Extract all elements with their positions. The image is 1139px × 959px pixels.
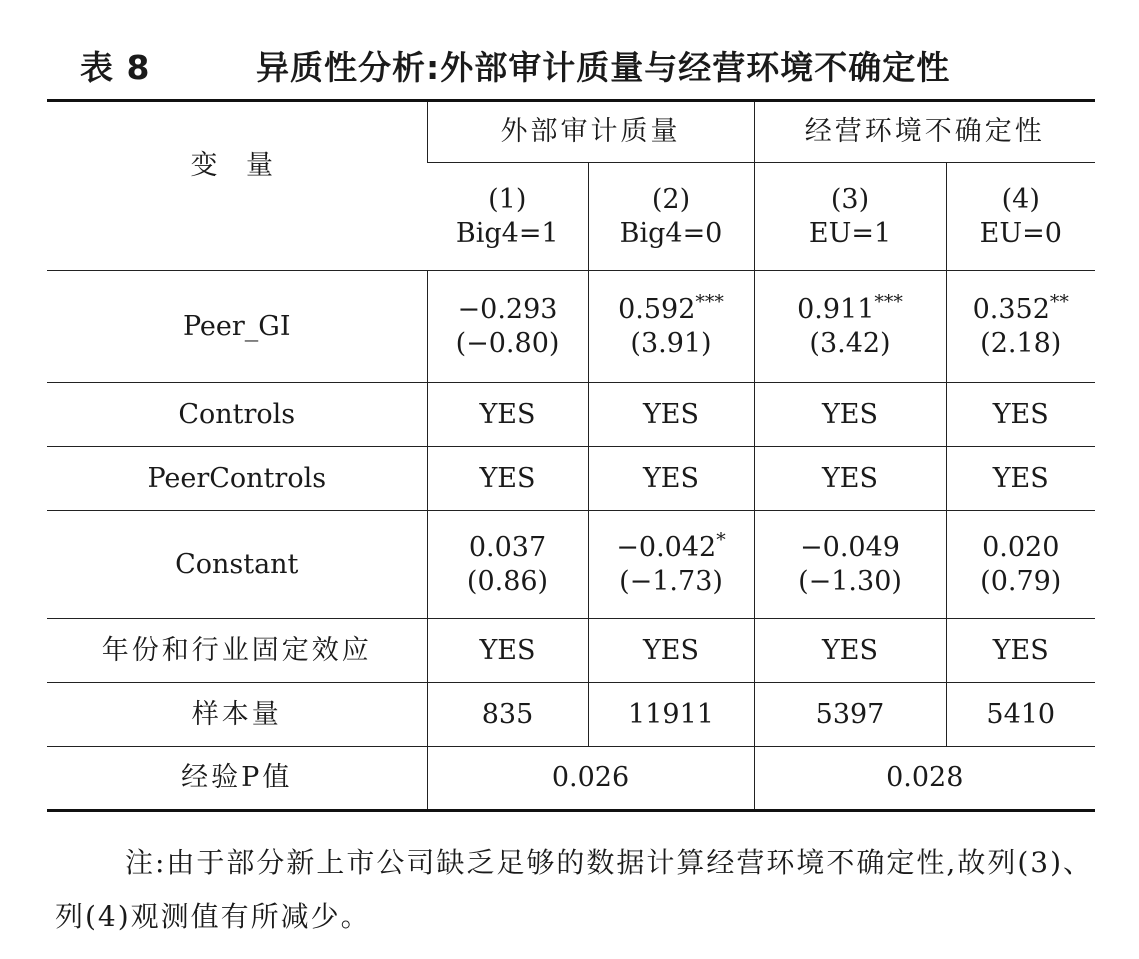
table-title: 异质性分析:外部审计质量与经营环境不确定性 bbox=[256, 47, 951, 87]
column-number: (2) bbox=[651, 183, 691, 215]
group-header-audit: 外部审计质量 bbox=[427, 101, 754, 163]
table-cell: 0.026 bbox=[427, 747, 754, 811]
table-note: 注:由于部分新上市公司缺乏足够的数据计算经营环境不确定性,故列(3)、列(4)观测值有所减少。 bbox=[55, 846, 1093, 933]
column-header bbox=[588, 163, 754, 271]
column-header bbox=[754, 163, 946, 271]
table-cell: YES bbox=[588, 447, 754, 511]
table-caption bbox=[80, 40, 950, 90]
table-cell: YES bbox=[946, 447, 1095, 511]
table-cell bbox=[427, 511, 588, 619]
table-cell: YES bbox=[427, 619, 588, 683]
column-condition: Big4=0 bbox=[619, 217, 723, 249]
table-row-peer-controls bbox=[47, 447, 1095, 511]
table-cell bbox=[427, 271, 588, 383]
column-number: (1) bbox=[488, 183, 527, 215]
column-header bbox=[427, 163, 588, 271]
table-row-constant bbox=[47, 511, 1095, 619]
table-row-fixed-effects bbox=[47, 619, 1095, 683]
column-header bbox=[946, 163, 1095, 271]
variable-header: 变 量 bbox=[47, 101, 427, 271]
significance-stars: *** bbox=[874, 290, 903, 313]
table-cell: YES bbox=[754, 383, 946, 447]
coefficient: −0.293 bbox=[457, 293, 558, 325]
table-cell bbox=[946, 271, 1095, 383]
row-label: PeerControls bbox=[47, 447, 427, 511]
coefficient: −0.042 bbox=[616, 531, 717, 563]
t-statistic: (−0.80) bbox=[455, 327, 560, 359]
significance-stars: * bbox=[716, 528, 726, 551]
table-cell bbox=[754, 271, 946, 383]
coefficient: 0.911 bbox=[797, 293, 875, 325]
row-label: 样本量 bbox=[47, 683, 427, 747]
t-statistic: (−1.30) bbox=[798, 565, 902, 597]
table-cell: 11911 bbox=[588, 683, 754, 747]
table-cell: YES bbox=[946, 619, 1095, 683]
row-label: Controls bbox=[47, 383, 427, 447]
table-row-empirical-p bbox=[47, 747, 1095, 811]
coefficient: 0.592 bbox=[618, 293, 696, 325]
t-statistic: (0.86) bbox=[466, 565, 549, 597]
t-statistic: (0.79) bbox=[980, 565, 1062, 597]
table-cell bbox=[588, 271, 754, 383]
column-number: (3) bbox=[830, 183, 870, 215]
table-cell: YES bbox=[427, 447, 588, 511]
column-condition: EU=1 bbox=[808, 217, 892, 249]
table-cell: YES bbox=[427, 383, 588, 447]
t-statistic: (3.91) bbox=[630, 327, 712, 359]
significance-stars: *** bbox=[695, 290, 724, 313]
table-row-peer-gi bbox=[47, 271, 1095, 383]
column-condition: EU=0 bbox=[979, 217, 1062, 249]
table-number: 表 8 bbox=[80, 47, 151, 87]
significance-stars: ** bbox=[1049, 290, 1069, 313]
coefficient: 0.037 bbox=[468, 531, 547, 563]
table-cell: YES bbox=[754, 619, 946, 683]
table-cell: YES bbox=[754, 447, 946, 511]
header-row-groups bbox=[47, 101, 1095, 163]
table-cell bbox=[946, 511, 1095, 619]
row-label: Peer_GI bbox=[47, 271, 427, 383]
t-statistic: (−1.73) bbox=[619, 565, 723, 597]
table-row-controls bbox=[47, 383, 1095, 447]
table-cell: 5397 bbox=[754, 683, 946, 747]
regression-table bbox=[47, 99, 1095, 812]
column-condition: Big4=1 bbox=[455, 217, 559, 249]
table-cell bbox=[754, 511, 946, 619]
coefficient: −0.049 bbox=[800, 531, 900, 563]
table-cell: 0.028 bbox=[754, 747, 1095, 811]
row-label: 经验P值 bbox=[47, 747, 427, 811]
table-cell: YES bbox=[588, 619, 754, 683]
group-header-uncertainty: 经营环境不确定性 bbox=[754, 101, 1095, 163]
table-row-sample-size bbox=[47, 683, 1095, 747]
t-statistic: (3.42) bbox=[809, 327, 891, 359]
table-cell bbox=[588, 511, 754, 619]
table-cell: YES bbox=[588, 383, 754, 447]
coefficient: 0.352 bbox=[972, 293, 1050, 325]
row-label: 年份和行业固定效应 bbox=[47, 619, 427, 683]
column-number: (4) bbox=[1001, 183, 1040, 215]
row-label: Constant bbox=[47, 511, 427, 619]
table-cell: 5410 bbox=[946, 683, 1095, 747]
table-cell: YES bbox=[946, 383, 1095, 447]
table-cell: 835 bbox=[427, 683, 588, 747]
t-statistic: (2.18) bbox=[980, 327, 1062, 359]
coefficient: 0.020 bbox=[982, 531, 1060, 563]
